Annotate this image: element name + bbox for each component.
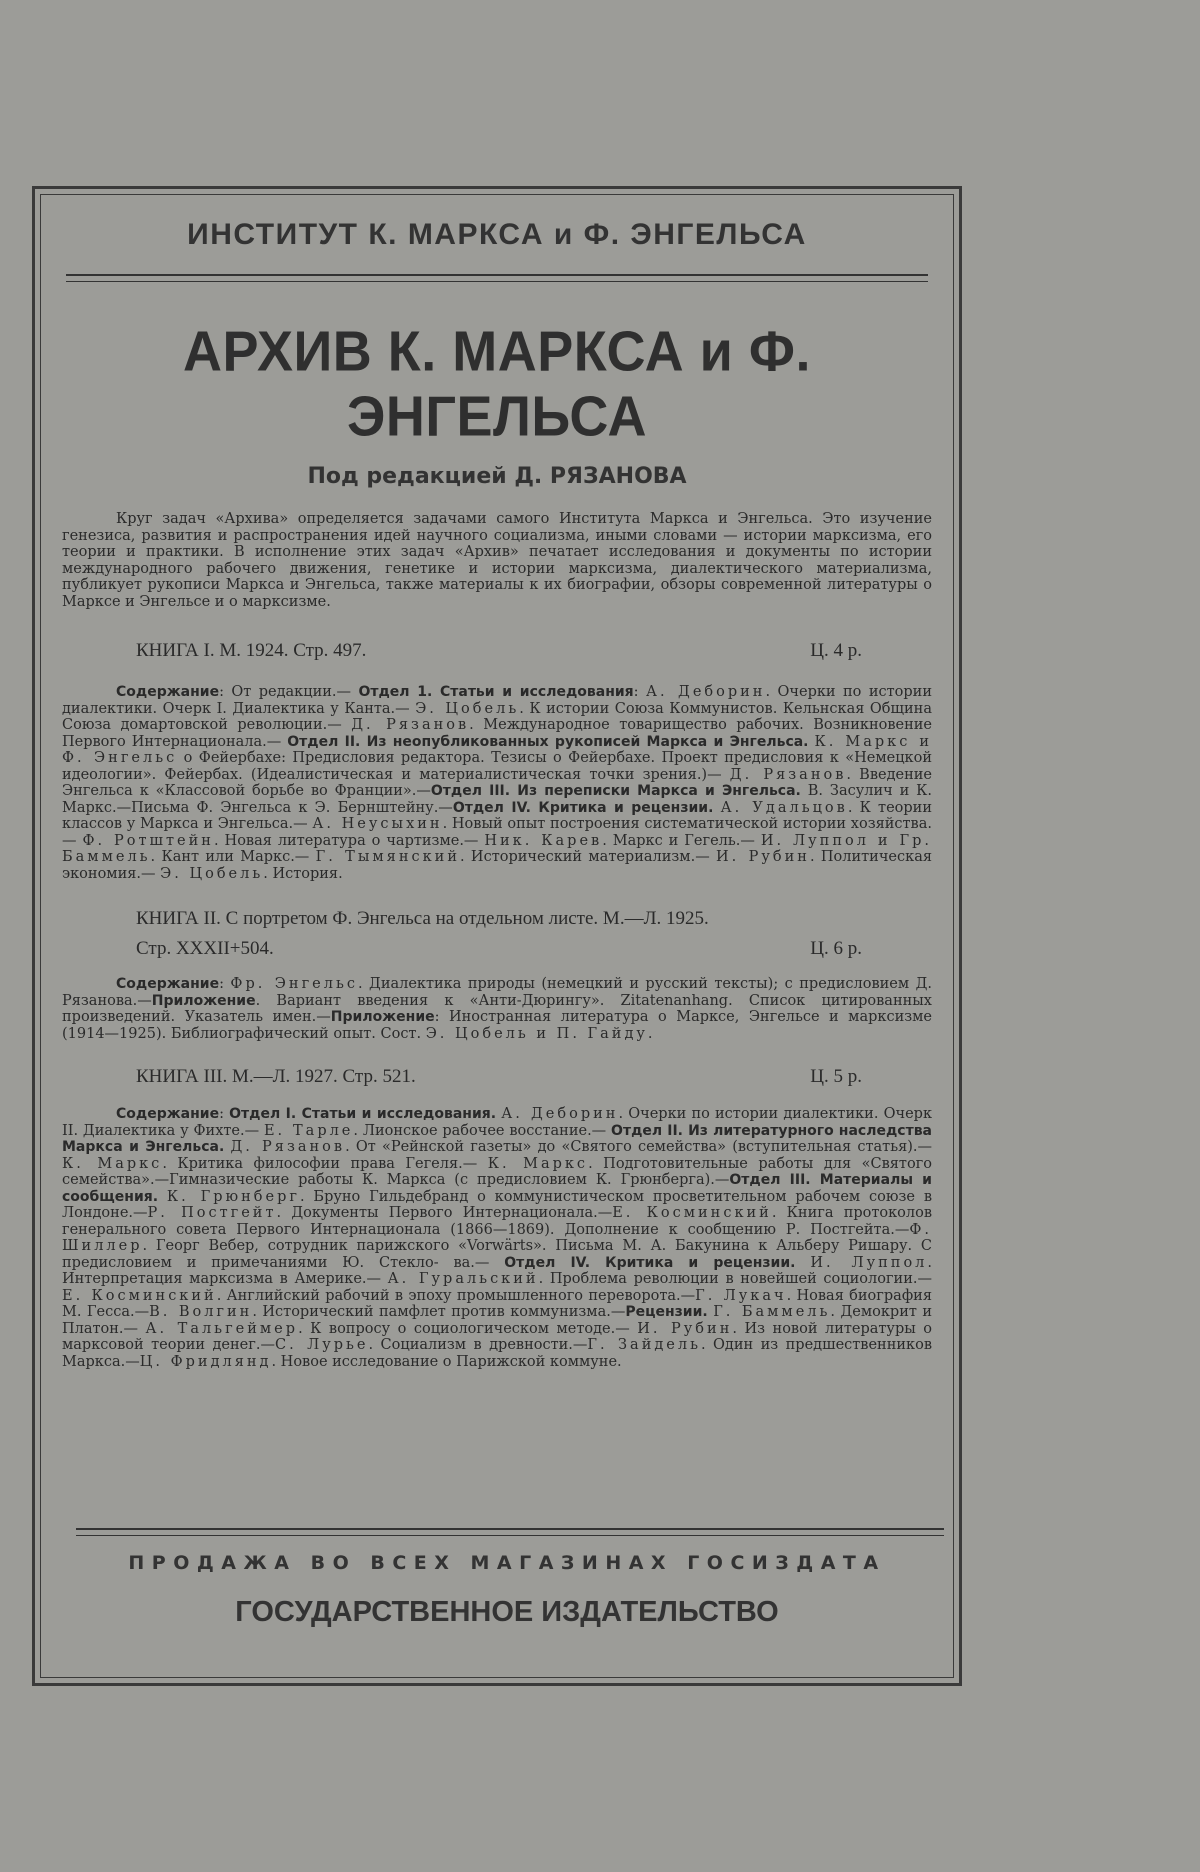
book-3-price: Ц. 5 р.	[810, 1066, 862, 1087]
contents-text: . Английский рабочий в эпоху промышленного переворота.—	[216, 1287, 696, 1304]
contents-text: :	[219, 1106, 230, 1122]
sale-notice: ПРОДАЖА ВО ВСЕХ МАГАЗИНАХ ГОСИЗДАТА	[128, 1552, 886, 1574]
contents-text: . Социализм в древности.—	[368, 1337, 588, 1353]
author-name: Ник. Карев	[484, 832, 603, 849]
section-heading: Отдел III. Из переписки Маркса и Энгельса.	[430, 783, 801, 799]
contents-text: . Введение Энгельса к «Классовой борьбе во Франции».—	[62, 766, 932, 799]
contents-text	[158, 1189, 167, 1205]
author-name: И. Рубин	[716, 849, 810, 865]
header-rule	[66, 274, 928, 282]
author-name: А. Удальцов	[720, 799, 848, 816]
book-2-header-2	[136, 938, 862, 960]
contents-text	[796, 1255, 811, 1271]
intro-paragraph: Круг задач «Архива» определяется задачами самого Института Маркса и Энгельса. Это изучение генезиса, развития и распространения идей научного социализма, иными словами — истории марксизма, его теории и практики. В исполнение этих задач «Архив» печатает исследования и документы по истории международного рабочего движения, генетике и истории марксизма, диалектического материализма, публикует рукописи Маркса и Энгельса, также материалы к их биографии, обзоры современной литературы о Марксе и Энгельсе и о марксизме.	[62, 511, 932, 610]
author-name: А. Тальгеймер	[145, 1320, 299, 1337]
contents-text	[713, 800, 720, 816]
author-name: Е. Тарле	[263, 1122, 354, 1139]
author-name: И. Рубин	[637, 1320, 733, 1337]
contents-text: . Новая литература о чартизме.—	[213, 832, 485, 849]
editor-line: Под редакцией Д. РЯЗАНОВА	[307, 464, 687, 489]
institute-heading: ИНСТИТУТ К. МАРКСА и Ф. ЭНГЕЛЬСА	[187, 218, 807, 251]
contents-text: :	[633, 684, 646, 700]
footer-rule	[76, 1528, 944, 1536]
author-name: Фр. Энгельс	[230, 976, 358, 992]
contents-text: . Книга протоколов генерального совета Первого Интернационала (1866—1869). Дополнение к сообщению Р. Постгейта.—	[62, 1205, 933, 1238]
author-name: К. Грюнберг	[166, 1188, 300, 1205]
contents-text: . Исторический материализм.—	[460, 849, 717, 865]
author-name: Г. Лукач	[695, 1287, 787, 1304]
author-name: Д. Рязанов	[729, 766, 847, 783]
contents-text: . К теории классов у Маркса и Энгельса.—	[62, 799, 932, 832]
section-heading: Содержание	[116, 1106, 220, 1122]
contents-text: . Политическая экономия.—	[62, 849, 932, 882]
author-name: Ф. Ротштейн	[82, 832, 214, 849]
contents-text: . К вопросу о социологическом методе.—	[298, 1320, 638, 1337]
contents-text: . Документы Первого Интернационала.—	[276, 1205, 613, 1221]
contents-text: . Очерки по истории диалектики. Очерк II. Диалектика у Фихте.—	[62, 1106, 933, 1139]
author-name: К. Маркс	[487, 1155, 589, 1172]
section-heading: Отдел II. Из литературного наследства Маркса и Энгельса.	[62, 1122, 933, 1155]
book-2-title: КНИГА II. С портретом Ф. Энгельса на отдельном листе. М.—Л. 1925.	[136, 908, 709, 929]
contents-text: о Фейербахе: Предисловия редактора. Тезисы о Фейербахе. Проект предисловия к «Немецкой идеологии». Фейербах. (Идеалистическая и материалистическая точки зрения.)—	[62, 750, 932, 783]
contents-text: . Лионское рабочее восстание.—	[353, 1122, 612, 1139]
book-1-contents	[62, 684, 932, 882]
book-1-price: Ц. 4 р.	[810, 640, 862, 661]
author-name: А. Гуральский	[387, 1271, 539, 1287]
section-heading: Отдел 1. Статьи и исследования	[358, 684, 634, 700]
contents-text: В. Засулич и К. Маркс.—Письма Ф. Энгельса к Э. Бернштейну.—	[62, 783, 932, 816]
book-2-header	[136, 908, 872, 930]
section-heading: Приложение	[151, 992, 256, 1009]
section-heading: Отдел IV. Критика и рецензии.	[452, 799, 714, 816]
contents-text: : Иностранная литература о Марксе, Энгельсе и марксизме (1914—1925). Библиографический опыт. Сост.	[62, 1009, 932, 1042]
contents-text: . Кант или Маркс.—	[150, 849, 316, 865]
book-3-title: КНИГА III. М.—Л. 1927. Стр. 521.	[136, 1066, 416, 1087]
contents-text: : От редакции.—	[219, 684, 359, 700]
author-name: А. Деборин	[646, 684, 766, 700]
contents-text: . Один из предшественников Маркса.—	[62, 1337, 932, 1370]
author-name: Э. Цобель	[160, 865, 264, 882]
contents-text: :	[219, 976, 231, 992]
author-name: А. Деборин	[501, 1106, 619, 1122]
contents-text: . Очерки по истории диалектики. Очерк I. Диалектика у Канта.—	[62, 684, 932, 717]
contents-text: . Новое исследование о Парижской коммуне.	[271, 1353, 622, 1370]
book-2-contents	[62, 976, 932, 1042]
contents-text: . От «Рейнской газеты» до «Святого семейства» (вступительная статья).—	[345, 1139, 932, 1155]
contents-text: . Маркс и Гегель.—	[602, 832, 761, 849]
book-3	[62, 1066, 932, 1370]
contents-text: . Георг Вебер, сотрудник парижского «Vorwärts». Письма М. А. Бакунина к Альберу Ришару. С предисловием и примечаниями Ю. Стекло- ва.—	[62, 1238, 932, 1271]
author-name: Д. Рязанов	[351, 717, 470, 733]
page-content	[62, 200, 932, 1370]
author-name: А. Неусыхин	[312, 816, 443, 832]
contents-text: . Бруно Гильдебранд о коммунистическом просветительном рабочем союзе в Лондоне.—	[62, 1188, 932, 1221]
contents-text: . Новый опыт построения систематической истории хозяйства.—	[62, 816, 932, 849]
book-1-header	[136, 640, 862, 662]
author-name: Е. Косминский	[62, 1287, 217, 1304]
section-heading: Рецензии.	[625, 1304, 708, 1320]
contents-text: . Диалектика природы (немецкий и русский тексты); с предисловием Д. Рязанова.—	[62, 976, 932, 1009]
section-heading: Отдел II. Из неопубликованных рукописей Маркса и Энгельса.	[287, 733, 809, 750]
author-name: Э. Цобель	[415, 700, 520, 717]
book-1-title: КНИГА I. М. 1924. Стр. 497.	[136, 640, 367, 661]
contents-text: . Вариант введения к «Анти-Дюрингу». Zitatenanhang. Список цитированных произведений. Указатель имен.—	[62, 992, 932, 1025]
publisher-name: ГОСУДАРСТВЕННОЕ ИЗДАТЕЛЬСТВО	[235, 1596, 779, 1628]
contents-text: . К истории Союза Коммунистов. Кельнская Община Союза домартовской революции.—	[62, 700, 932, 733]
author-name: К. Маркс и Ф. Энгельс	[62, 733, 933, 766]
contents-text: . История.	[263, 865, 343, 882]
author-name: В. Волгин	[149, 1304, 253, 1320]
contents-text: . Критика философии права Гегеля.—	[162, 1155, 488, 1172]
author-name: Г. Зайдель	[587, 1337, 701, 1353]
author-name: Д. Рязанов	[230, 1139, 346, 1155]
book-2-price: Ц. 6 р.	[810, 938, 862, 959]
section-heading: Содержание	[116, 684, 220, 700]
book-3-contents	[62, 1106, 932, 1370]
section-heading: Отдел III. Материалы и сообщения.	[62, 1172, 932, 1205]
contents-text: . Международное товарищество рабочих. Возникновение Первого Интернационала.—	[62, 717, 932, 750]
author-name: И. Луппол и Гр. Баммель	[62, 832, 932, 865]
author-name: Е. Косминский	[612, 1205, 772, 1221]
page-title: АРХИВ К. МАРКСА и Ф. ЭНГЕЛЬСА	[183, 319, 811, 449]
author-name: Г. Баммель	[713, 1304, 831, 1320]
author-name: И. Луппол	[810, 1254, 928, 1271]
contents-text: .	[647, 1025, 653, 1042]
contents-text: . Интерпретация марксизма в Америке.—	[62, 1254, 933, 1287]
author-name: К. Маркс	[62, 1155, 163, 1172]
author-name: Э. Цобель и П. Гайду	[425, 1025, 648, 1042]
contents-text: . Подготовительные работы для «Святого семейства».—Гимназические работы К. Маркса (с предисловием К. Грюнберга).—	[62, 1155, 933, 1188]
book-1	[62, 640, 932, 882]
section-heading: Содержание	[116, 976, 220, 992]
author-name: С. Лурье	[274, 1337, 369, 1353]
contents-text: . Проблема революции в новейшей социологии.—	[538, 1271, 932, 1287]
contents-text: . Новая биография М. Гесса.—	[62, 1287, 932, 1320]
author-name: Р. Постгейт	[147, 1205, 277, 1221]
author-name: Ц. Фридлянд	[139, 1353, 272, 1370]
book-2-pages: Стр. XXXII+504.	[136, 938, 274, 959]
contents-text: . Из новой литературы о марксовой теории денег.—	[62, 1320, 933, 1353]
author-name: Г. Тымянский	[315, 849, 460, 865]
section-heading: Приложение	[330, 1009, 435, 1025]
section-heading: Отдел I. Статьи и исследования.	[229, 1106, 497, 1122]
book-2	[62, 908, 932, 1042]
author-name: Ф. Шиллер	[62, 1221, 932, 1254]
contents-text: . Демокрит и Платон.—	[62, 1304, 932, 1337]
book-3-header	[136, 1066, 862, 1088]
section-heading: Отдел IV. Критика и рецензии.	[504, 1254, 796, 1271]
contents-text: . Исторический памфлет против коммунизма.—	[252, 1304, 626, 1320]
